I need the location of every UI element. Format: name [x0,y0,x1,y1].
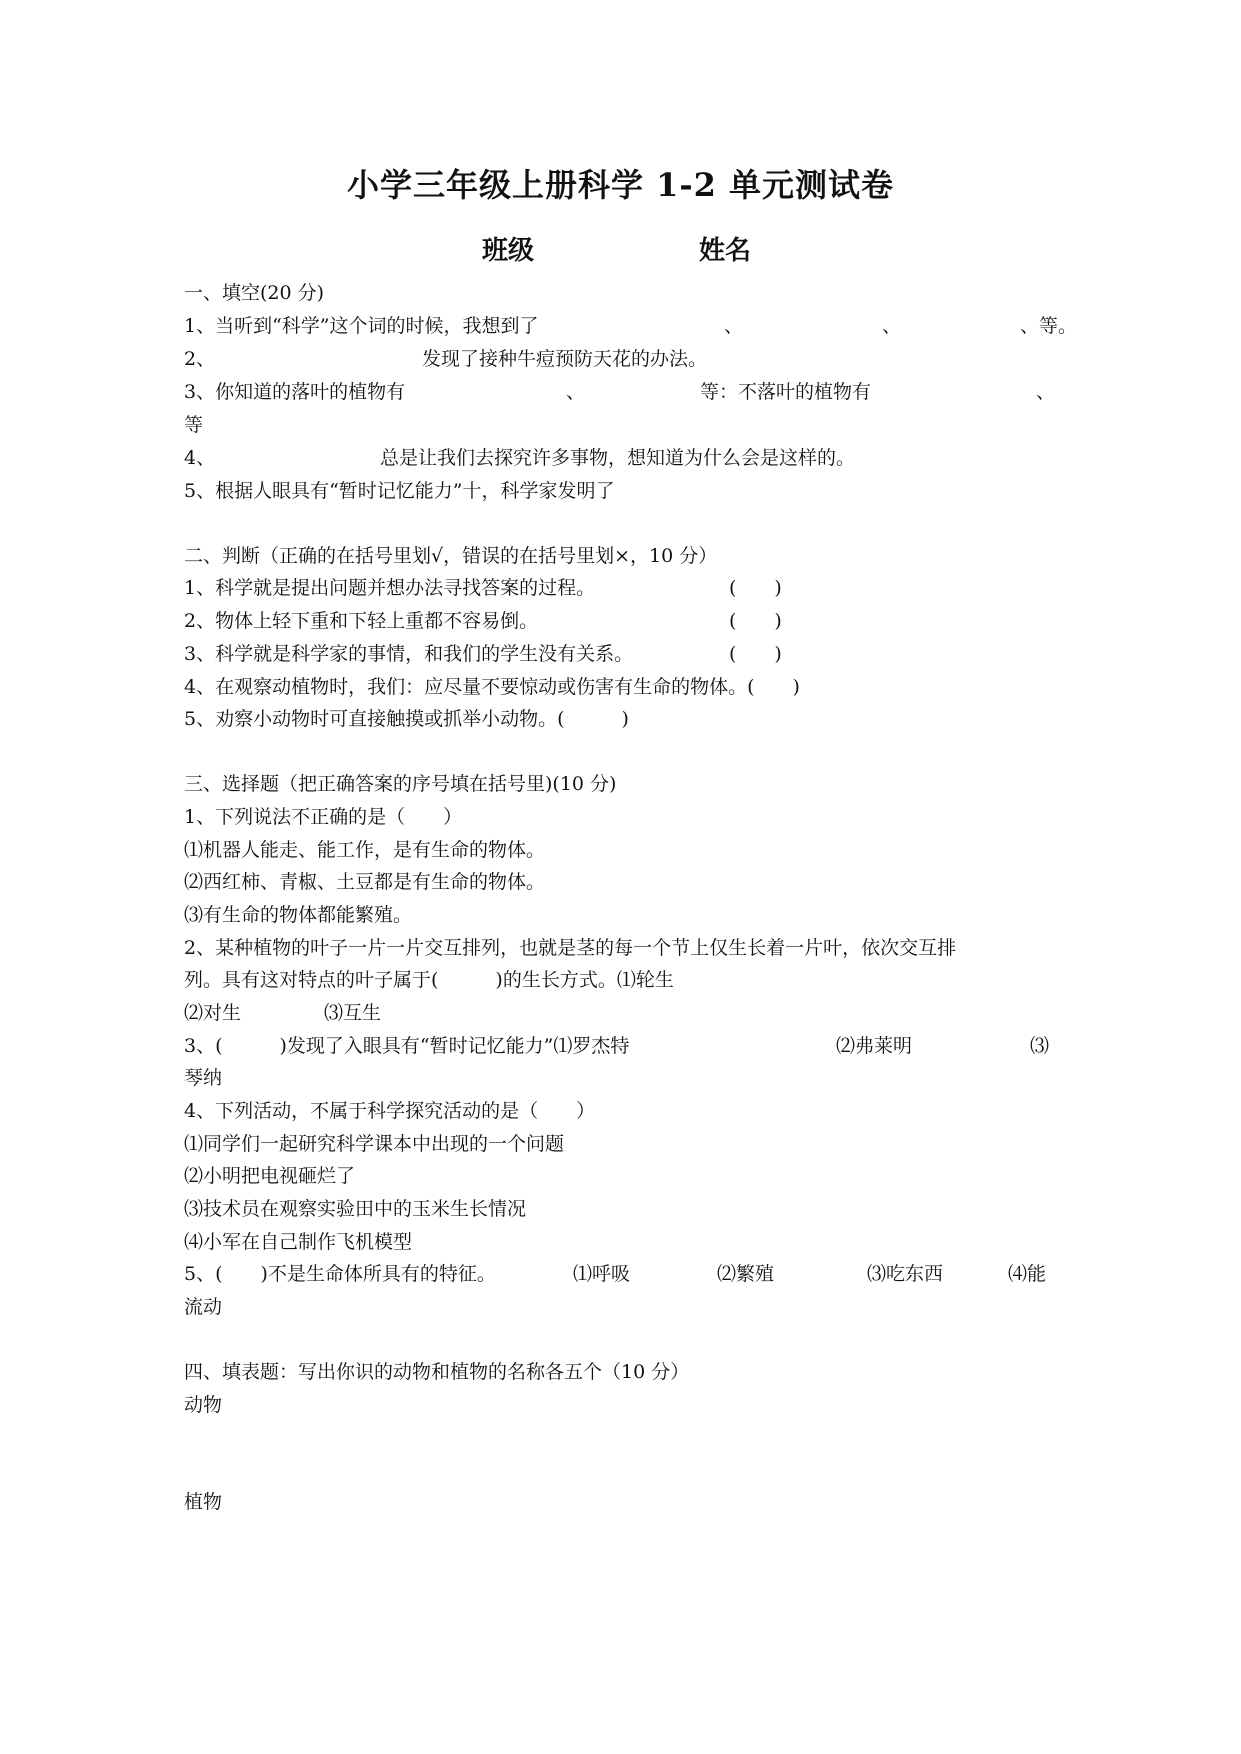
s1-q3-text: 3、你知道的落叶的植物有 [184,381,406,403]
s1-q3-end: 等 [184,414,204,436]
s1-q1-separator: 、 [882,315,902,337]
s2-q2-text: 2、物体上轻下重和下轻上重都不容易倒。 [184,610,539,632]
s3-q4-option: ⑷小军在自己制作飞机模型 [184,1231,413,1253]
s1-q2-text: 发现了接种牛痘预防天花的办法。 [422,348,708,370]
s3-q2-option: ⑵对生 [184,1002,242,1024]
s3-q2-text: 2、某种植物的叶子一片一片交互排列，也就是茎的每一个节上仅生长着一片叶，依次交互排 [184,937,957,959]
s3-q3-text: 3、( )发现了入眼具有“暂时记忆能力”⑴罗杰特 [184,1035,630,1057]
s3-q4-option: ⑶技术员在观察实验田中的玉米生长情况 [184,1198,527,1220]
s1-q1-separator: 、 [724,315,744,337]
s3-q2-text-line2: 列。具有这对特点的叶子属于( )的生长方式。⑴轮生 [184,969,674,991]
s3-q5-option: ⑶吃东西 [867,1263,944,1285]
s2-q3-answer-paren: ( ) [729,643,782,665]
s3-q4-option: ⑵小明把电视砸烂了 [184,1165,356,1187]
s1-q4-text: 总是让我们去探究许多事物，想知道为什么会是这样的。 [380,447,856,469]
s3-q1-option: ⑵西红柿、青椒、土豆都是有生命的物体。 [184,871,546,893]
plants-label: 植物 [184,1491,223,1513]
s2-q4-text: 4、在观察动植物时，我们：应尽量不要惊动或伤害有生命的物体。( ) [184,676,800,698]
class-label: 班级 [482,236,535,266]
name-label: 姓名 [699,236,752,266]
s3-q5-option: ⑵繁殖 [717,1263,775,1285]
s3-q3-option: ⑶ [1030,1035,1050,1057]
s3-q5-option: ⑷能 [1008,1263,1047,1285]
s3-q4-option: ⑴同学们一起研究科学课本中出现的一个问题 [184,1133,565,1155]
s3-q3-option: ⑵弗莱明 [836,1035,913,1057]
s3-q5-option-cont: 流动 [184,1296,223,1318]
s3-q3-option-cont: 琴纳 [184,1067,223,1089]
s2-q1-text: 1、科学就是提出问题并想办法寻找答案的过程。 [184,577,596,599]
s3-q1-option: ⑴机器人能走、能工作，是有生命的物体。 [184,839,546,861]
s1-q3-text-b: 等：不落叶的植物有 [700,381,872,403]
s1-q2-number: 2、 [184,348,216,370]
s1-q1-text: 1、当听到“科学”这个词的时候，我想到了 [184,315,539,337]
s3-q1-option: ⑶有生命的物体都能繁殖。 [184,904,413,926]
section-1-heading: 一、填空(20 分) [184,282,325,304]
section-2-heading: 二、判断（正确的在括号里划√，错误的在括号里划×，10 分） [184,545,718,567]
s1-q3-separator: 、 [1036,381,1056,403]
section-4-heading: 四、填表题：写出你识的动物和植物的名称各五个（10 分） [184,1361,690,1383]
section-3-heading: 三、选择题（把正确答案的序号填在括号里)(10 分) [184,773,617,795]
s1-q1-end: 、等。 [1020,315,1078,337]
s1-q3-separator: 、 [566,381,586,403]
s2-q2-answer-paren: ( ) [729,610,782,632]
s3-q5-text: 5、( )不是生命体所具有的特征。 [184,1263,496,1285]
s1-q4-number: 4、 [184,447,216,469]
s2-q5-text: 5、劝察小动物时可直接触摸或抓举小动物。( ) [184,708,629,730]
animals-label: 动物 [184,1394,223,1416]
s2-q3-text: 3、科学就是科学家的事情，和我们的学生没有关系。 [184,643,634,665]
s2-q1-answer-paren: ( ) [729,577,782,599]
s3-q2-option: ⑶互生 [324,1002,382,1024]
s1-q5-text: 5、根据人眼具有“暂时记忆能力”十，科学家发明了 [184,480,615,502]
s3-q1-text: 1、下列说法不正确的是（ ） [184,806,463,828]
s3-q4-text: 4、下列活动，不属于科学探究活动的是（ ） [184,1100,596,1122]
page-title: 小学三年级上册科学 1-2 单元测试卷 [346,166,895,204]
s3-q5-option: ⑴呼吸 [573,1263,631,1285]
